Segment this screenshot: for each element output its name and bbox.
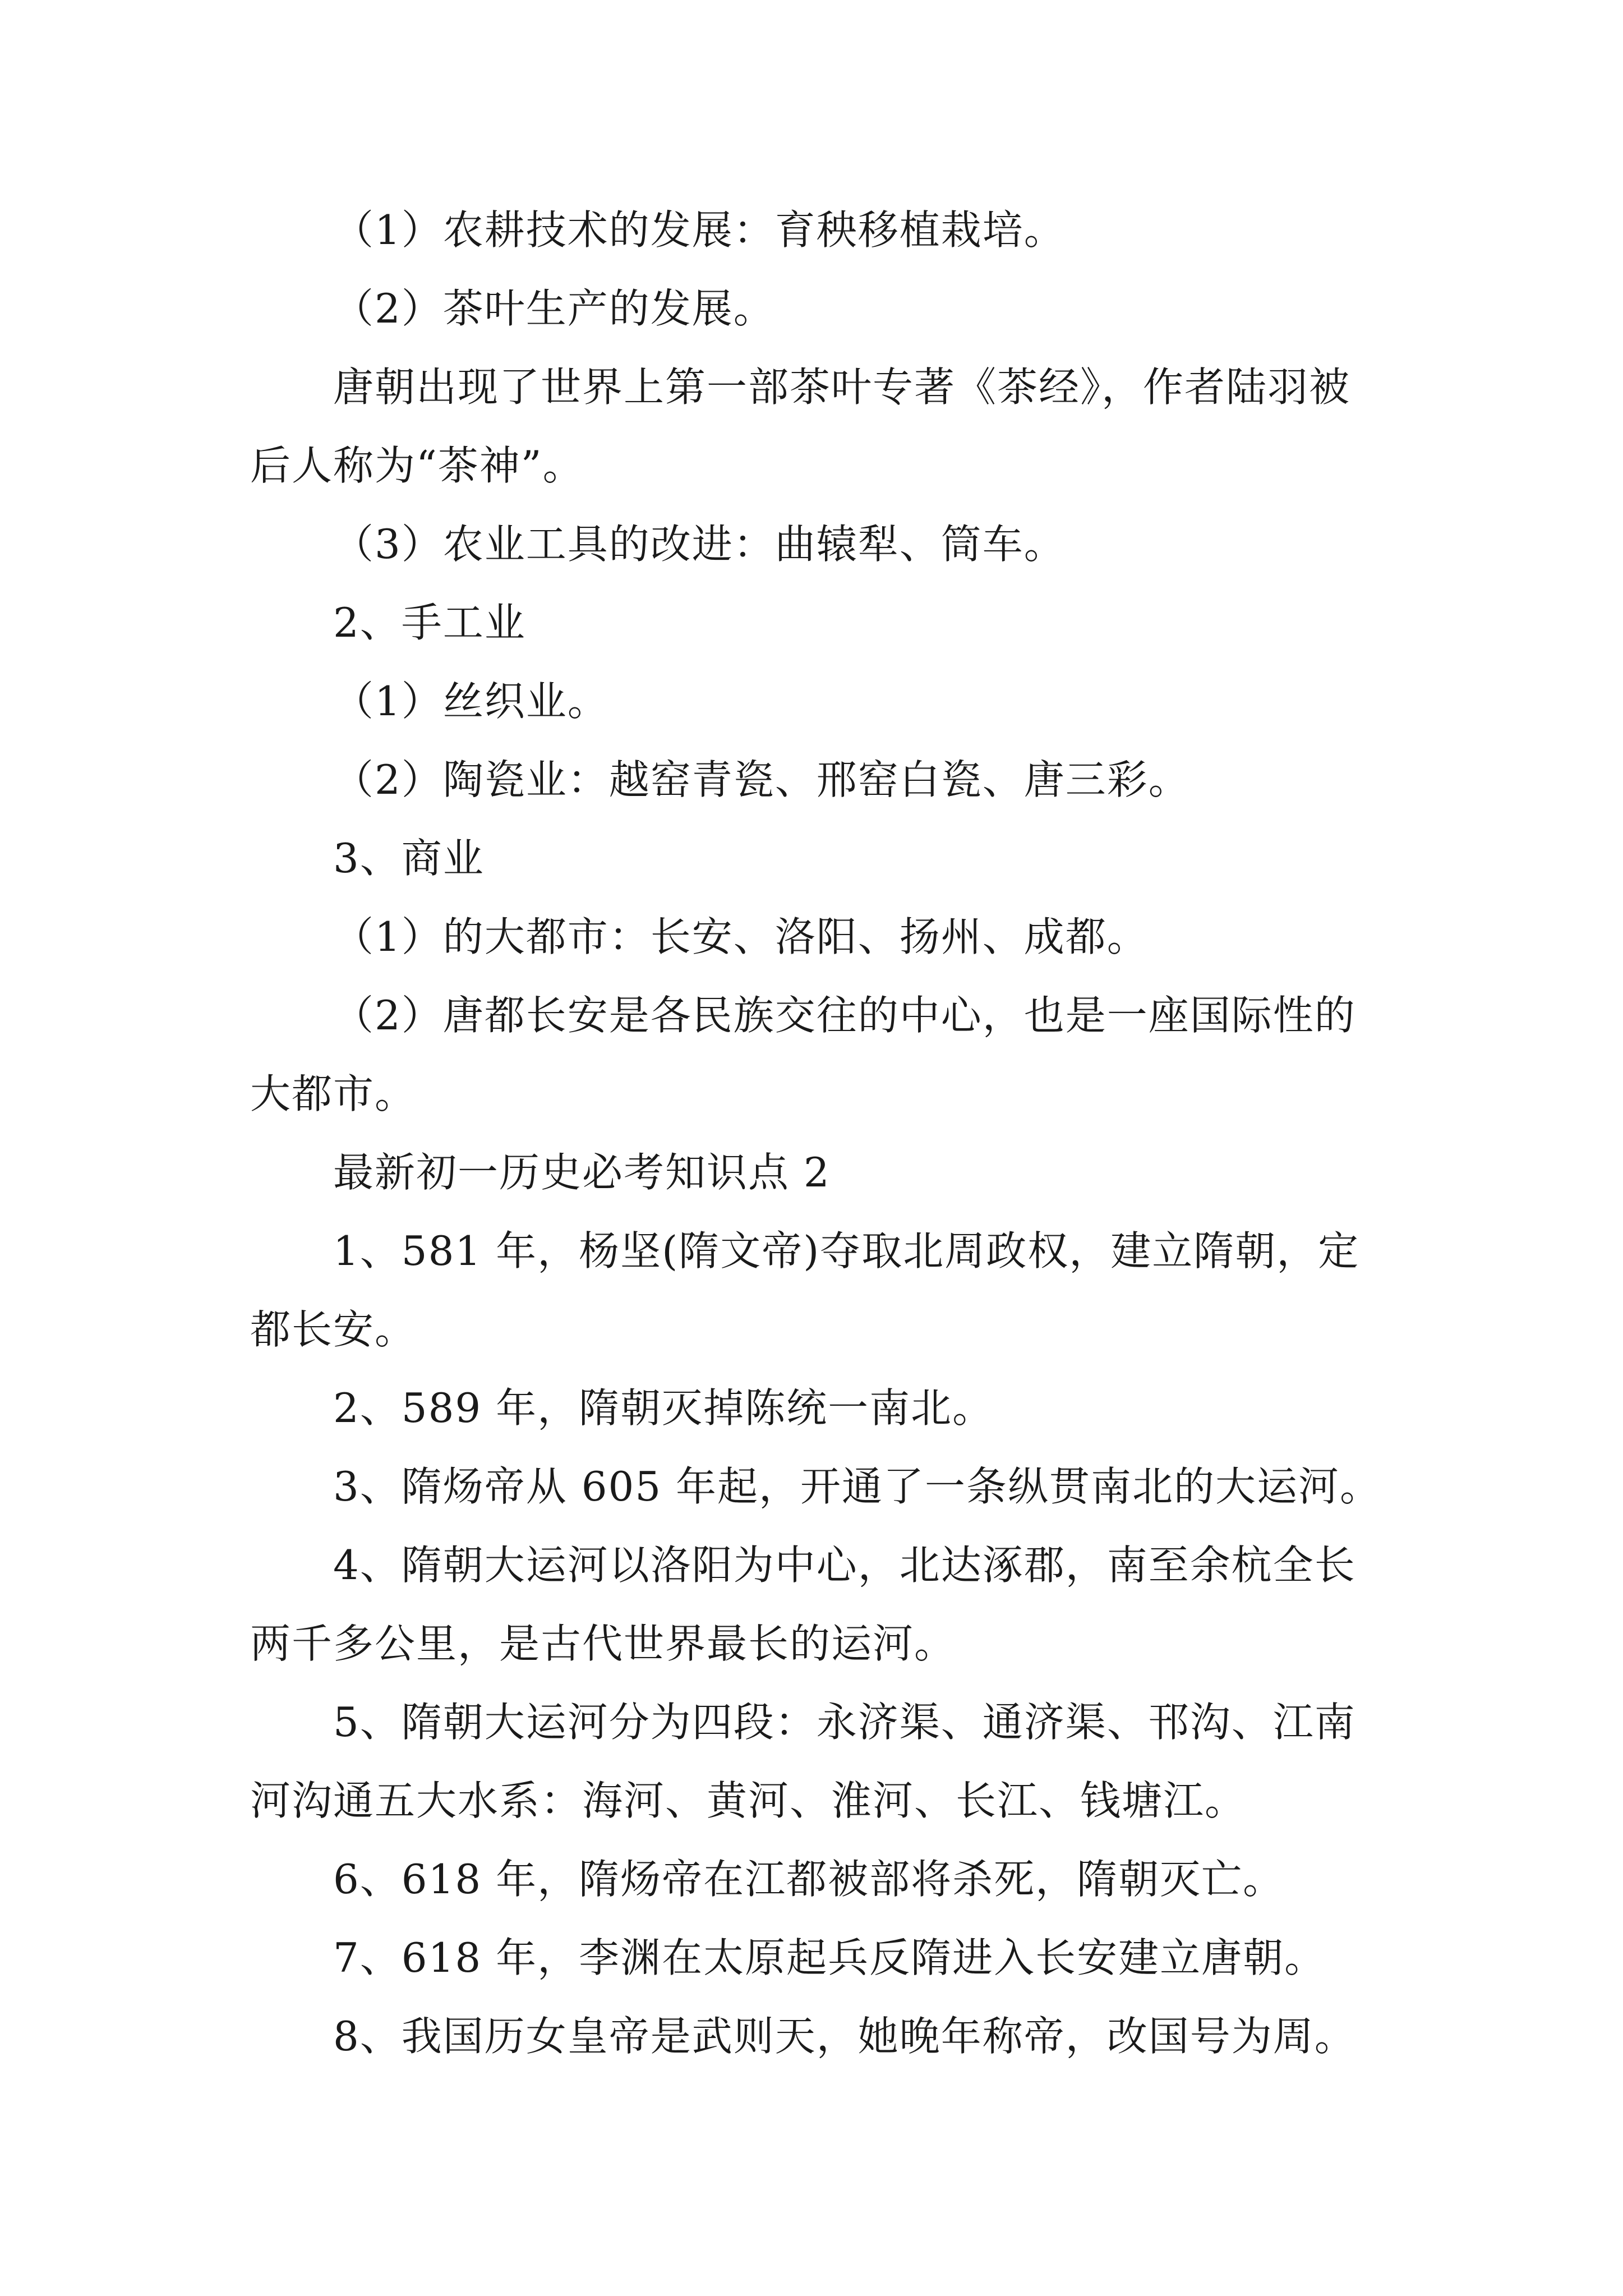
paragraph: （3）农业工具的改进：曲辕犁、筒车。	[333, 521, 1066, 568]
paragraph: 3、隋炀帝从 605 年起，开通了一条纵贯南北的大运河。	[333, 1463, 1382, 1510]
paragraph: （1）丝织业。	[333, 678, 609, 725]
paragraph: （2）陶瓷业：越窑青瓷、邢窑白瓷、唐三彩。	[333, 756, 1190, 803]
paragraph: 5、隋朝大运河分为四段：永济渠、通济渠、邗沟、江南河沟通五大水系：海河、黄河、淮河、长江、钱塘江。	[250, 1699, 1356, 1824]
paragraph: 8、我国历女皇帝是武则天，她晚年称帝，改国号为周。	[333, 2013, 1356, 2060]
paragraph: 2、589 年，隋朝灭掉陈统一南北。	[333, 1384, 994, 1432]
paragraph: 7、618 年，李渊在太原起兵反隋进入长安建立唐朝。	[333, 1934, 1326, 1981]
section-heading: 2、手工业	[333, 599, 526, 646]
paragraph: （1）的大都市：长安、洛阳、扬州、成都。	[333, 913, 1149, 960]
document-page	[250, 191, 1389, 2076]
document-subtitle: 最新初一历史必考知识点 2	[333, 1149, 831, 1196]
paragraph: 4、隋朝大运河以洛阳为中心，北达涿郡，南至余杭全长两千多公里，是古代世界最长的运河。	[250, 1542, 1356, 1667]
section-heading: 3、商业	[333, 835, 485, 882]
paragraph: （2）唐都长安是各民族交往的中心，也是一座国际性的大都市。	[250, 992, 1356, 1117]
paragraph: （2）茶叶生产的发展。	[333, 285, 775, 332]
paragraph: 唐朝出现了世界上第一部茶叶专著《茶经》，作者陆羽被后人称为“茶神”。	[250, 364, 1351, 489]
paragraph: 1、581 年，杨坚(隋文帝)夺取北周政权，建立隋朝，定都长安。	[250, 1227, 1360, 1353]
paragraph: 6、618 年，隋炀帝在江都被部将杀死，隋朝灭亡。	[333, 1856, 1285, 1903]
paragraph: （1）农耕技术的发展：育秧移植栽培。	[333, 206, 1066, 254]
